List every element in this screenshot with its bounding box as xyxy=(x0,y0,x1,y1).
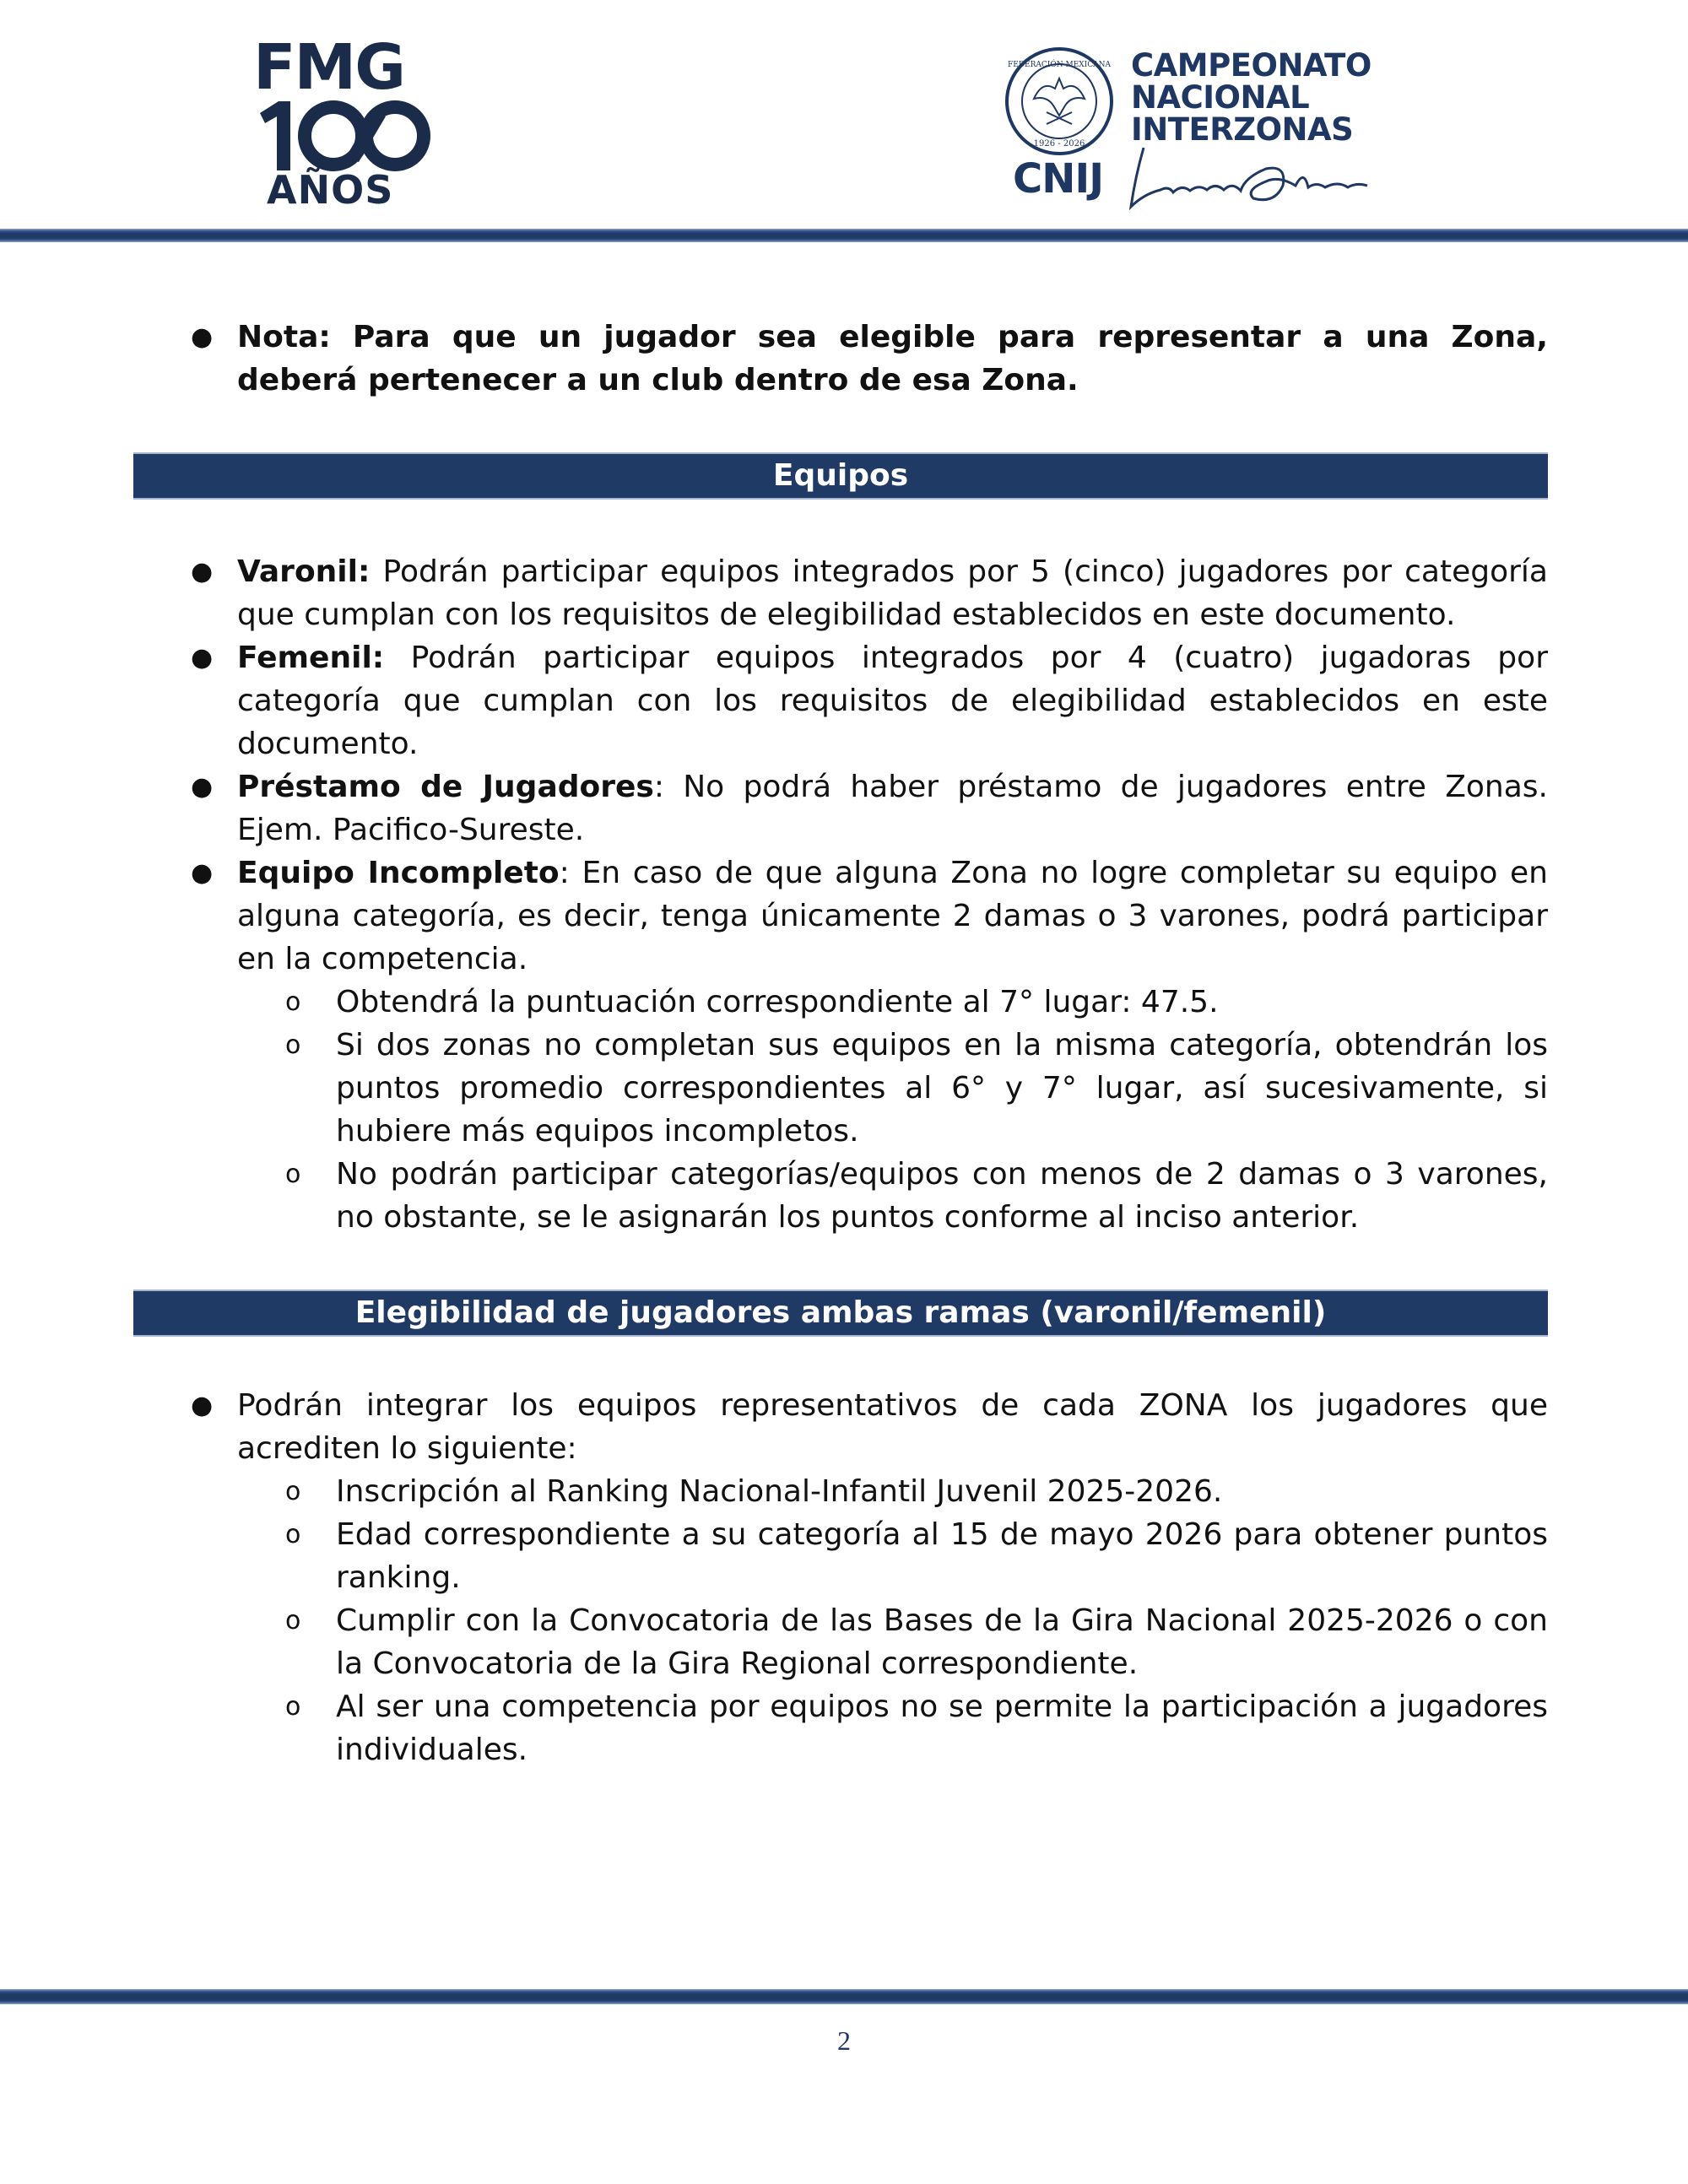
sub-list-item: o No podrán participar categorías/equipos con menos de 2 damas o 3 varones, no obstante, se le asignarán los puntos conforme al inciso anterior. xyxy=(133,1153,1548,1239)
list-item-prestamo xyxy=(133,765,1548,851)
logo-fmg-text: FMG xyxy=(253,31,404,104)
note-text: Nota: Para que un jugador sea elegible para representar a una Zona, deberá pertenecer a un club dentro de esa Zona. xyxy=(237,320,1548,397)
page-number: 2 xyxy=(837,2025,851,2056)
federacion-seal-icon xyxy=(1004,46,1114,156)
item-label: Préstamo de Jugadores xyxy=(237,770,654,804)
item-text: Podrán integrar los equipos representativos de cada ZONA los jugadores que acrediten lo siguiente: xyxy=(237,1388,1548,1466)
section-header-elegibilidad: Elegibilidad de jugadores ambas ramas (varonil/femenil) xyxy=(133,1289,1548,1337)
list-item-integrar xyxy=(133,1384,1548,1470)
sub-bullet-icon: o xyxy=(285,1030,301,1060)
list-item-equipo-incompleto xyxy=(133,851,1548,981)
cnij-logo xyxy=(1004,46,1376,207)
list-item-varonil xyxy=(133,550,1548,636)
bullet-icon: ● xyxy=(191,1391,214,1420)
sub-list-item: o Obtendrá la puntuación correspondiente al 7° lugar: 47.5. xyxy=(133,981,1548,1024)
bullet-icon: ● xyxy=(191,643,214,673)
item-label: Varonil: xyxy=(237,554,371,589)
sub-bullet-icon: o xyxy=(285,1477,301,1506)
bullet-icon: ● xyxy=(191,772,214,802)
bullet-icon: ● xyxy=(191,557,214,587)
sub-bullet-icon: o xyxy=(285,1606,301,1635)
item-text: : No podrá haber préstamo de jugadores entre Zonas. Ejem. Pacifico-Sureste. xyxy=(237,770,1548,847)
section-header-equipos: Equipos xyxy=(133,452,1548,500)
bullet-icon: ● xyxy=(191,322,214,352)
item-text: Podrán participar equipos integrados por 5 (cinco) jugadores por categoría que cumplan con los requisitos de elegibilidad establecidos en este documento. xyxy=(237,554,1548,632)
sub-list-item: o Cumplir con la Convocatoria de las Bases de la Gira Nacional 2025-2026 o con la Convocatoria de la Gira Regional correspondiente. xyxy=(133,1599,1548,1685)
cnij-acronym: CNIJ xyxy=(1013,155,1104,203)
sub-list-item: o Edad correspondiente a su categoría al 15 de mayo 2026 para obtener puntos ranking. xyxy=(133,1513,1548,1599)
svg-text:FEDERACIÓN MEXICANA: FEDERACIÓN MEXICANA xyxy=(1008,61,1111,69)
item-label: Femenil: xyxy=(237,641,385,675)
sub-bullet-icon: o xyxy=(285,1520,301,1549)
document-body xyxy=(133,304,1548,1771)
lorena-ochoa-signature-icon xyxy=(1127,143,1372,211)
bullet-icon: ● xyxy=(191,858,214,888)
list-item-femenil xyxy=(133,636,1548,765)
campeonato-title: CAMPEONATO NACIONAL INTERZONAS xyxy=(1131,47,1372,148)
sub-list-item: o Inscripción al Ranking Nacional-Infantil Juvenil 2025-2026. xyxy=(133,1470,1548,1513)
item-text: : En caso de que alguna Zona no logre completar su equipo en alguna categoría, es decir, tenga únicamente 2 damas o 3 varones, podrá participar en la competencia. xyxy=(237,856,1548,976)
note-item xyxy=(133,316,1548,402)
sub-bullet-icon: o xyxy=(285,987,301,1017)
logo-100-icon xyxy=(253,98,439,174)
sub-list-item: o Al ser una competencia por equipos no se permite la participación a jugadores individuales. xyxy=(133,1685,1548,1771)
item-text: Podrán participar equipos integrados por 4 (cuatro) jugadoras por categoría que cumplan con los requisitos de elegibilidad establecidos en este documento. xyxy=(237,641,1548,761)
sub-bullet-icon: o xyxy=(285,1160,301,1189)
page-header xyxy=(0,0,1688,253)
sub-list-item: o Si dos zonas no completan sus equipos en la misma categoría, obtendrán los puntos promedio correspondientes al 6° y 7° lugar, así sucesivamente, si hubiere más equipos incompletos. xyxy=(133,1024,1548,1153)
sub-bullet-icon: o xyxy=(285,1692,301,1722)
logo-anos-text: AÑOS xyxy=(267,167,394,213)
item-label: Equipo Incompleto xyxy=(237,856,560,890)
svg-text:1926 - 2026: 1926 - 2026 xyxy=(1033,139,1085,149)
fmg-100-anos-logo xyxy=(253,31,439,215)
header-rule xyxy=(0,229,1688,242)
footer-rule xyxy=(0,1989,1688,2004)
